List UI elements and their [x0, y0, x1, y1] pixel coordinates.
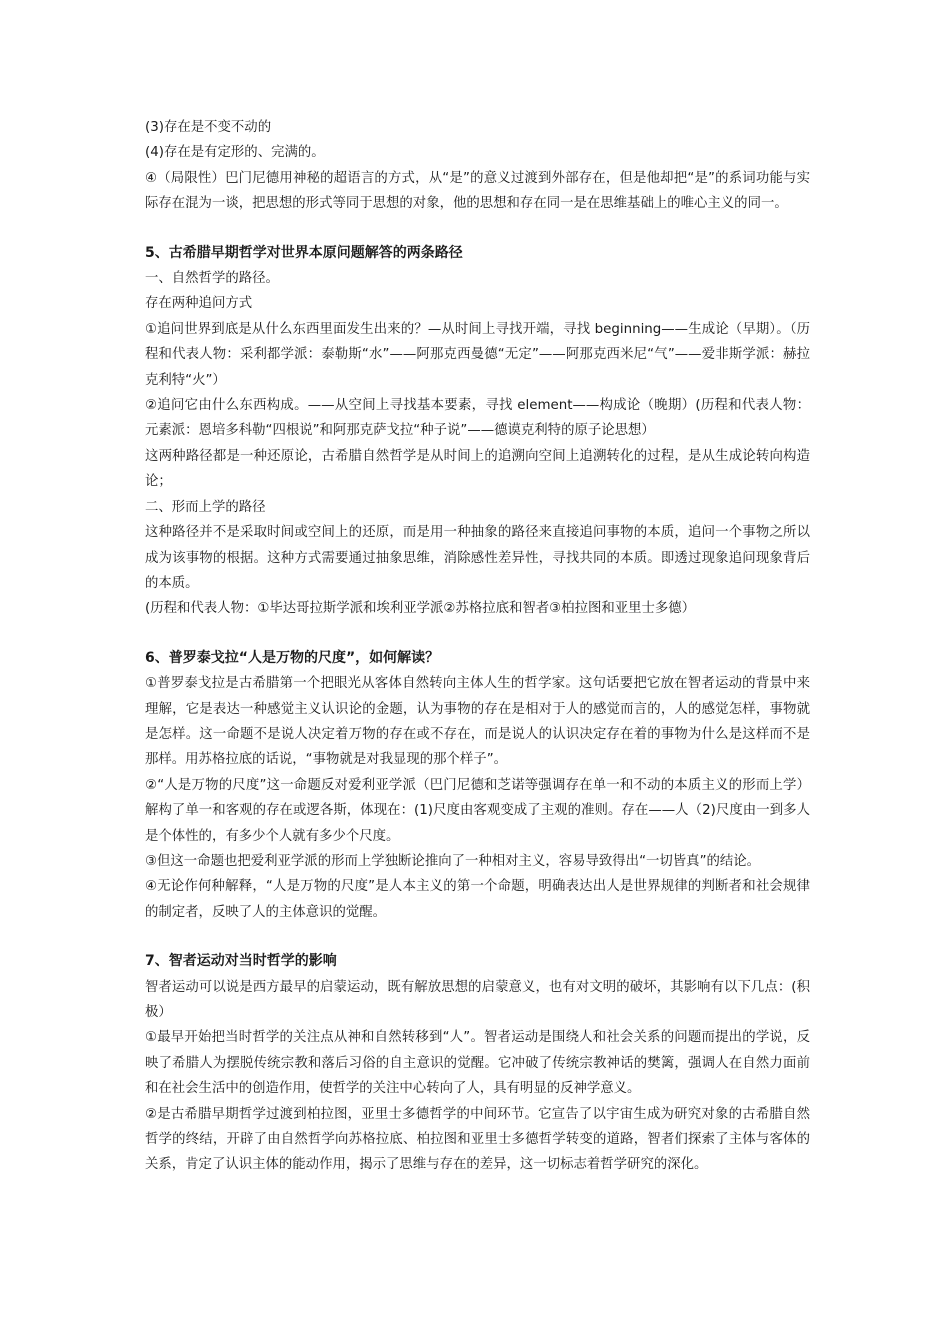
- heading-q7: 7、智者运动对当时哲学的影响: [145, 953, 337, 970]
- heading-q5: 5、古希腊早期哲学对世界本原问题解答的两条路径: [145, 244, 463, 261]
- para-cosmology: ②追问它由什么东西构成。——从空间上寻找基本要素，寻找 element——构成论（晚期）(历程和代表人物：元素派：恩培多科勒“四根说”和阿那克萨戈拉“种子说”——德谟克利特的原子论思想）: [145, 398, 810, 439]
- para-protagoras-4: ④无论作何种解释，“人是万物的尺度”是人本主义的第一个命题，明确表达出人是世界规律的判断者和社会规律的制定者，反映了人的主体意识的觉醒。: [145, 879, 810, 920]
- para-existence-unchanging: (3)存在是不变不动的: [145, 120, 272, 135]
- para-abstract-path: 这种路径并不是采取时间或空间上的还原，而是用一种抽象的路径来直接追问事物的本质，追问一个事物之所以成为该事物的根据。这种方式需要通过抽象思维，消除感性差异性，寻找共同的本质。即透过现象追问现象背后的本质。: [145, 525, 810, 591]
- para-sophists-2: ②是古希腊早期哲学过渡到柏拉图，亚里士多德哲学的中间环节。它宣告了以宇宙生成为研究对象的古希腊自然哲学的终结，开辟了由自然哲学向苏格拉底、柏拉图和亚里士多德哲学转变的道路，智者们探索了主体与客体的关系，肯定了认识主体的能动作用，揭示了思维与存在的差异，这一切标志着哲学研究的深化。: [145, 1106, 810, 1173]
- para-sophists-1: ①最早开始把当时哲学的关注点从神和自然转移到“人”。智者运动是围绕人和社会关系的问题而提出的学说，反映了希腊人为摆脱传统宗教和落后习俗的自主意识的觉醒。它冲破了传统宗教神话的樊篱，强调人在自然力面前和在社会生活中的创造作用，使哲学的关注中心转向了人，具有明显的反神学意义。: [145, 1030, 810, 1097]
- para-parmenides-limitation: ④（局限性）巴门尼德用神秘的超语言的方式，从“是”的意义过渡到外部存在，但是他却把“是”的系词功能与实际存在混为一谈，把思想的形式等同于思想的对象，他的思想和存在同一是在思维基础上的唯心主义的同一。: [145, 170, 810, 212]
- heading-q6: 6、普罗泰戈拉“人是万物的尺度”，如何解读？: [145, 649, 440, 666]
- para-natural-philosophy-path: 一、自然哲学的路径。: [145, 271, 279, 287]
- para-protagoras-2: ②“人是万物的尺度”这一命题反对爱利亚学派（巴门尼德和芝诺等强调存在单一和不动的本质主义的形而上学）解构了单一和客观的存在或逻各斯，体现在：(1)尺度由客观变成了主观的准则。存在——人（2)尺度由一到多人是个体性的，有多少个人就有多少个尺度。: [145, 777, 810, 844]
- para-existence-shaped: (4)存在是有定形的、完满的。: [145, 145, 325, 161]
- para-reductionism: 这两种路径都是一种还原论，古希腊自然哲学是从时间上的追溯向空间上追溯转化的过程，是从生成论转向构造论；: [145, 448, 810, 490]
- section-gap: [145, 925, 810, 949]
- para-metaphysics-path: 二、形而上学的路径: [145, 499, 266, 515]
- para-protagoras-3: ③但这一命题也把爱利亚学派的形而上学独断论推向了一种相对主义，容易导致得出“一切皆真”的结论。: [145, 853, 761, 869]
- section-gap: [145, 622, 810, 646]
- para-cosmogony: ①追问世界到底是从什么东西里面发生出来的？—从时间上寻找开端，寻找 beginning——生成论（早期）。（历程和代表人物：采利都学派：泰勒斯“水”——阿那克西曼德“无定”——阿那克西米尼“气”——爱非斯学派：赫拉克利特“火”）: [145, 321, 810, 388]
- para-two-ways: 存在两种追问方式: [145, 296, 253, 312]
- document-body: [145, 115, 810, 1178]
- para-metaphysics-figures: (历程和代表人物：①毕达哥拉斯学派和埃利亚学派②苏格拉底和智者③柏拉图和亚里士多德）: [145, 601, 696, 617]
- section-gap: [145, 217, 810, 241]
- para-sophists-intro: 智者运动可以说是西方最早的启蒙运动，既有解放思想的启蒙意义，也有对文明的破坏，其影响有以下几点：(积极）: [145, 979, 810, 1020]
- para-protagoras-1: ①普罗泰戈拉是古希腊第一个把眼光从客体自然转向主体人生的哲学家。这句话要把它放在智者运动的背景中来理解，它是表达一种感觉主义认识论的金题，认为事物的存在是相对于人的感觉而言的，人的感觉怎样，事物就是怎样。这一命题不是说人决定着万物的存在或不存在，而是说人的认识决定存在着的事物为什么是这样而不是那样。用苏格拉底的话说，“事物就是对我显现的那个样子”。: [145, 676, 810, 768]
